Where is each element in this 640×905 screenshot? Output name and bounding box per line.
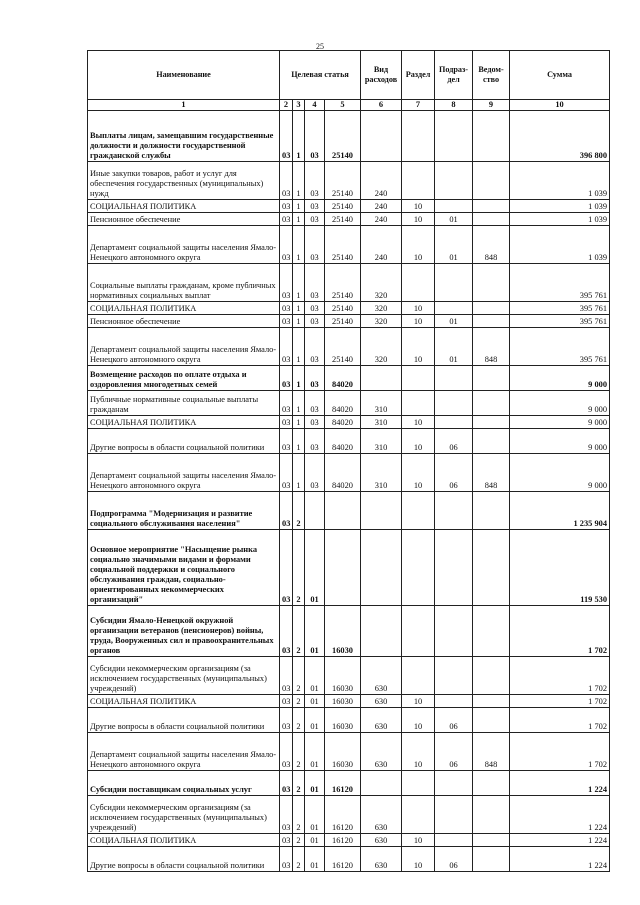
expense-type (361, 366, 402, 391)
code-direction: 84020 (325, 429, 361, 454)
section (402, 657, 435, 695)
subsection: 01 (435, 328, 473, 366)
header-vid: Вид расходов (361, 51, 402, 100)
department (473, 315, 510, 328)
code-program: 03 (280, 530, 293, 606)
header-vedomstvo: Ведом-ство (473, 51, 510, 100)
section (402, 264, 435, 302)
table-row (88, 264, 610, 302)
subsection: 06 (435, 847, 473, 872)
table-row (88, 771, 610, 796)
code-program: 03 (280, 264, 293, 302)
code-program: 03 (280, 657, 293, 695)
department (473, 606, 510, 657)
subsection: 06 (435, 733, 473, 771)
amount: 1 702 (510, 606, 610, 657)
code-direction: 25140 (325, 328, 361, 366)
col-number: 7 (402, 100, 435, 111)
section: 10 (402, 834, 435, 847)
code-direction: 25140 (325, 111, 361, 162)
subsection (435, 391, 473, 416)
code-event: 03 (305, 226, 325, 264)
section: 10 (402, 695, 435, 708)
header-razdel: Раздел (402, 51, 435, 100)
code-direction: 16030 (325, 657, 361, 695)
subsection (435, 695, 473, 708)
table-row (88, 315, 610, 328)
code-event: 03 (305, 454, 325, 492)
expense-type: 320 (361, 315, 402, 328)
expense-type (361, 492, 402, 530)
expense-type: 310 (361, 391, 402, 416)
amount: 395 761 (510, 328, 610, 366)
code-direction: 16030 (325, 606, 361, 657)
row-name: СОЦИАЛЬНАЯ ПОЛИТИКА (88, 834, 280, 847)
code-direction: 25140 (325, 213, 361, 226)
amount: 1 039 (510, 200, 610, 213)
code-program: 03 (280, 492, 293, 530)
code-direction: 16120 (325, 771, 361, 796)
section: 10 (402, 429, 435, 454)
expense-type: 240 (361, 162, 402, 200)
expense-type: 630 (361, 733, 402, 771)
expense-type: 240 (361, 213, 402, 226)
code-direction: 25140 (325, 162, 361, 200)
code-event: 01 (305, 847, 325, 872)
code-direction: 16030 (325, 733, 361, 771)
code-program: 03 (280, 695, 293, 708)
department (473, 200, 510, 213)
code-subprogram: 2 (293, 834, 305, 847)
code-program: 03 (280, 429, 293, 454)
code-event: 01 (305, 606, 325, 657)
code-direction: 16120 (325, 834, 361, 847)
section: 10 (402, 733, 435, 771)
code-subprogram: 1 (293, 429, 305, 454)
table-row (88, 213, 610, 226)
section (402, 111, 435, 162)
code-program: 03 (280, 454, 293, 492)
code-subprogram: 1 (293, 328, 305, 366)
code-program: 03 (280, 328, 293, 366)
code-direction: 84020 (325, 416, 361, 429)
code-subprogram: 1 (293, 162, 305, 200)
code-event: 01 (305, 530, 325, 606)
column-number-row (88, 100, 610, 111)
department: 848 (473, 454, 510, 492)
department (473, 366, 510, 391)
code-program: 03 (280, 226, 293, 264)
code-subprogram: 1 (293, 111, 305, 162)
table-row (88, 834, 610, 847)
page-number: 25 (316, 42, 324, 51)
amount: 395 761 (510, 315, 610, 328)
code-event: 03 (305, 213, 325, 226)
row-name: Другие вопросы в области социальной политики (88, 847, 280, 872)
subsection (435, 606, 473, 657)
code-subprogram: 1 (293, 226, 305, 264)
code-direction: 16030 (325, 708, 361, 733)
code-direction: 25140 (325, 226, 361, 264)
code-program: 03 (280, 315, 293, 328)
code-direction: 84020 (325, 454, 361, 492)
section: 10 (402, 454, 435, 492)
subsection (435, 492, 473, 530)
subsection (435, 530, 473, 606)
col-number: 10 (510, 100, 610, 111)
col-number: 2 (280, 100, 293, 111)
code-event: 03 (305, 111, 325, 162)
amount: 1 702 (510, 657, 610, 695)
section (402, 366, 435, 391)
amount: 1 235 904 (510, 492, 610, 530)
code-event: 01 (305, 695, 325, 708)
code-direction: 16030 (325, 695, 361, 708)
code-direction: 25140 (325, 302, 361, 315)
row-name: Департамент социальной защиты населения Ямало-Ненецкого автономного округа (88, 454, 280, 492)
code-direction (325, 530, 361, 606)
table-row (88, 391, 610, 416)
department (473, 429, 510, 454)
table-row (88, 733, 610, 771)
table-body (88, 111, 610, 872)
table-row (88, 366, 610, 391)
section (402, 606, 435, 657)
section (402, 530, 435, 606)
expense-type (361, 771, 402, 796)
table-row (88, 606, 610, 657)
expense-type (361, 606, 402, 657)
code-event: 03 (305, 162, 325, 200)
code-event: 03 (305, 429, 325, 454)
section: 10 (402, 213, 435, 226)
subsection (435, 366, 473, 391)
subsection (435, 771, 473, 796)
table-row (88, 200, 610, 213)
section: 10 (402, 302, 435, 315)
department: 848 (473, 226, 510, 264)
expense-type: 630 (361, 708, 402, 733)
amount: 9 000 (510, 429, 610, 454)
table-row (88, 454, 610, 492)
code-event: 03 (305, 200, 325, 213)
row-name: Другие вопросы в области социальной политики (88, 429, 280, 454)
subsection: 01 (435, 315, 473, 328)
row-name: СОЦИАЛЬНАЯ ПОЛИТИКА (88, 302, 280, 315)
code-direction: 16120 (325, 796, 361, 834)
amount: 1 702 (510, 708, 610, 733)
row-name: Субсидии некоммерческим организациям (за исключением государственных (муниципальных) учреждений) (88, 796, 280, 834)
row-name: Другие вопросы в области социальной политики (88, 708, 280, 733)
code-subprogram: 1 (293, 366, 305, 391)
amount: 9 000 (510, 366, 610, 391)
section (402, 391, 435, 416)
code-subprogram: 2 (293, 695, 305, 708)
header-target: Целевая статья (280, 51, 361, 100)
row-name: Пенсионное обеспечение (88, 315, 280, 328)
expense-type: 310 (361, 429, 402, 454)
section: 10 (402, 708, 435, 733)
department (473, 708, 510, 733)
amount: 1 224 (510, 771, 610, 796)
subsection (435, 657, 473, 695)
expense-type: 630 (361, 657, 402, 695)
code-program: 03 (280, 162, 293, 200)
code-program: 03 (280, 200, 293, 213)
section: 10 (402, 226, 435, 264)
table-row (88, 796, 610, 834)
amount: 1 039 (510, 226, 610, 264)
code-program: 03 (280, 834, 293, 847)
table-row (88, 847, 610, 872)
col-number: 1 (88, 100, 280, 111)
amount: 9 000 (510, 454, 610, 492)
code-event (305, 492, 325, 530)
row-name: СОЦИАЛЬНАЯ ПОЛИТИКА (88, 200, 280, 213)
expense-type: 630 (361, 796, 402, 834)
table-row (88, 492, 610, 530)
amount: 1 702 (510, 695, 610, 708)
section (402, 771, 435, 796)
code-event: 01 (305, 657, 325, 695)
code-program: 03 (280, 771, 293, 796)
code-program: 03 (280, 796, 293, 834)
amount: 119 530 (510, 530, 610, 606)
expense-type: 630 (361, 847, 402, 872)
code-event: 01 (305, 771, 325, 796)
row-name: Департамент социальной защиты населения Ямало-Ненецкого автономного округа (88, 328, 280, 366)
department (473, 111, 510, 162)
subsection: 06 (435, 454, 473, 492)
subsection (435, 264, 473, 302)
amount: 395 761 (510, 302, 610, 315)
code-subprogram: 2 (293, 796, 305, 834)
expense-type: 630 (361, 834, 402, 847)
row-name: Основное мероприятие "Насыщение рынка социально значимыми видами и формами социальной поддержки и социального обслуживания граждан, социально-ориентированных некоммерческих организаций" (88, 530, 280, 606)
department: 848 (473, 733, 510, 771)
code-program: 03 (280, 606, 293, 657)
row-name: Департамент социальной защиты населения Ямало-Ненецкого автономного округа (88, 733, 280, 771)
code-subprogram: 1 (293, 302, 305, 315)
section (402, 796, 435, 834)
code-subprogram: 2 (293, 606, 305, 657)
department (473, 492, 510, 530)
section (402, 162, 435, 200)
code-program: 03 (280, 391, 293, 416)
department (473, 657, 510, 695)
expense-type: 320 (361, 264, 402, 302)
subsection: 01 (435, 226, 473, 264)
code-direction: 25140 (325, 264, 361, 302)
code-direction (325, 492, 361, 530)
table-row (88, 657, 610, 695)
budget-table (87, 50, 610, 872)
code-subprogram: 1 (293, 391, 305, 416)
table-row (88, 708, 610, 733)
amount: 395 761 (510, 264, 610, 302)
row-name: Пенсионное обеспечение (88, 213, 280, 226)
code-event: 01 (305, 796, 325, 834)
amount: 396 800 (510, 111, 610, 162)
amount: 1 702 (510, 733, 610, 771)
col-number: 3 (293, 100, 305, 111)
code-program: 03 (280, 366, 293, 391)
amount: 9 000 (510, 391, 610, 416)
department (473, 530, 510, 606)
col-number: 9 (473, 100, 510, 111)
col-number: 6 (361, 100, 402, 111)
department (473, 162, 510, 200)
code-program: 03 (280, 111, 293, 162)
code-subprogram: 1 (293, 200, 305, 213)
row-name: Социальные выплаты гражданам, кроме публичных нормативных социальных выплат (88, 264, 280, 302)
expense-type: 320 (361, 328, 402, 366)
expense-type: 630 (361, 695, 402, 708)
table-row (88, 416, 610, 429)
department (473, 416, 510, 429)
expense-type: 320 (361, 302, 402, 315)
expense-type (361, 111, 402, 162)
code-event: 01 (305, 733, 325, 771)
department (473, 391, 510, 416)
expense-type: 310 (361, 454, 402, 492)
code-subprogram: 2 (293, 530, 305, 606)
subsection (435, 834, 473, 847)
code-program: 03 (280, 213, 293, 226)
code-subprogram: 2 (293, 492, 305, 530)
row-name: Публичные нормативные социальные выплаты гражданам (88, 391, 280, 416)
header-summa: Сумма (510, 51, 610, 100)
subsection: 01 (435, 213, 473, 226)
code-event: 03 (305, 328, 325, 366)
table-row (88, 530, 610, 606)
table-row (88, 328, 610, 366)
code-subprogram: 1 (293, 264, 305, 302)
code-subprogram: 1 (293, 315, 305, 328)
col-number: 4 (305, 100, 325, 111)
section: 10 (402, 847, 435, 872)
table-header-row (88, 51, 610, 100)
expense-type: 310 (361, 416, 402, 429)
code-event: 03 (305, 302, 325, 315)
amount: 1 224 (510, 834, 610, 847)
amount: 1 224 (510, 796, 610, 834)
code-subprogram: 2 (293, 657, 305, 695)
department (473, 302, 510, 315)
amount: 1 039 (510, 213, 610, 226)
table-row (88, 695, 610, 708)
amount: 1 224 (510, 847, 610, 872)
row-name: Подпрограмма "Модернизация и развитие социального обслуживания населения" (88, 492, 280, 530)
subsection (435, 796, 473, 834)
code-direction: 16120 (325, 847, 361, 872)
code-event: 03 (305, 366, 325, 391)
department (473, 213, 510, 226)
subsection (435, 302, 473, 315)
subsection (435, 111, 473, 162)
amount: 1 039 (510, 162, 610, 200)
subsection (435, 416, 473, 429)
header-podrazdel: Подраз-дел (435, 51, 473, 100)
row-name: Выплаты лицам, замещавшим государственные должности и должности государственной гражданской службы (88, 111, 280, 162)
department (473, 771, 510, 796)
section: 10 (402, 200, 435, 213)
expense-type (361, 530, 402, 606)
code-subprogram: 1 (293, 213, 305, 226)
code-program: 03 (280, 733, 293, 771)
department (473, 847, 510, 872)
table-row (88, 162, 610, 200)
code-subprogram: 2 (293, 847, 305, 872)
section (402, 492, 435, 530)
subsection (435, 200, 473, 213)
expense-type: 240 (361, 226, 402, 264)
code-subprogram: 1 (293, 454, 305, 492)
subsection: 06 (435, 708, 473, 733)
row-name: Субсидии Ямало-Ненецкой окружной организации ветеранов (пенсионеров) войны, труда, Вооруженных сил и правоохранительных органов (88, 606, 280, 657)
subsection (435, 162, 473, 200)
row-name: Иные закупки товаров, работ и услуг для обеспечения государственных (муниципальных) нужд (88, 162, 280, 200)
code-subprogram: 2 (293, 708, 305, 733)
section: 10 (402, 416, 435, 429)
department (473, 834, 510, 847)
table-row (88, 111, 610, 162)
section: 10 (402, 315, 435, 328)
code-program: 03 (280, 708, 293, 733)
code-subprogram: 1 (293, 416, 305, 429)
col-number: 5 (325, 100, 361, 111)
code-event: 01 (305, 834, 325, 847)
table-row (88, 429, 610, 454)
row-name: СОЦИАЛЬНАЯ ПОЛИТИКА (88, 416, 280, 429)
row-name: Возмещение расходов по оплате отдыха и оздоровления многодетных семей (88, 366, 280, 391)
code-direction: 25140 (325, 315, 361, 328)
department (473, 264, 510, 302)
row-name: Субсидии поставщикам социальных услуг (88, 771, 280, 796)
code-direction: 25140 (325, 200, 361, 213)
code-program: 03 (280, 302, 293, 315)
table-row (88, 226, 610, 264)
code-event: 03 (305, 391, 325, 416)
col-number: 8 (435, 100, 473, 111)
department: 848 (473, 328, 510, 366)
expense-type: 240 (361, 200, 402, 213)
code-program: 03 (280, 416, 293, 429)
code-event: 03 (305, 416, 325, 429)
code-direction: 84020 (325, 391, 361, 416)
table-row (88, 302, 610, 315)
amount: 9 000 (510, 416, 610, 429)
department (473, 695, 510, 708)
subsection: 06 (435, 429, 473, 454)
code-event: 03 (305, 315, 325, 328)
row-name: Субсидии некоммерческим организациям (за исключением государственных (муниципальных) учреждений) (88, 657, 280, 695)
code-subprogram: 2 (293, 733, 305, 771)
row-name: Департамент социальной защиты населения Ямало-Ненецкого автономного округа (88, 226, 280, 264)
header-name: Наименование (88, 51, 280, 100)
code-subprogram: 2 (293, 771, 305, 796)
code-program: 03 (280, 847, 293, 872)
department (473, 796, 510, 834)
section: 10 (402, 328, 435, 366)
code-direction: 84020 (325, 366, 361, 391)
code-event: 03 (305, 264, 325, 302)
code-event: 01 (305, 708, 325, 733)
row-name: СОЦИАЛЬНАЯ ПОЛИТИКА (88, 695, 280, 708)
